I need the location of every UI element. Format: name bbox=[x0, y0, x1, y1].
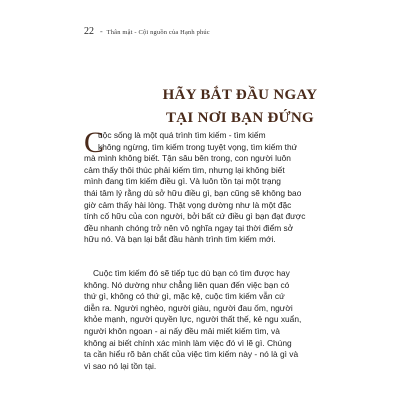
paragraph-line: vì sao nó lại tồn tại. bbox=[84, 360, 157, 371]
running-head-title: Thân mật - Cội nguồn của Hạnh phúc bbox=[106, 29, 210, 36]
paragraph-line: cảm thấy thôi thúc phải kiếm tìm, nhưng lại không biết bbox=[84, 164, 285, 175]
page-number: 22 bbox=[84, 26, 94, 37]
paragraph-1 bbox=[84, 126, 316, 246]
paragraph-line: người khôn ngoan - ai nấy đều mải miết kiếm tìm, và bbox=[84, 325, 280, 336]
paragraph-line: uộc sống là một quá trình tìm kiếm - tìm kiếm bbox=[98, 130, 266, 140]
paragraph-line: thái tâm lý rằng dù sở hữu điều gì, bạn cũng sẽ không bao bbox=[84, 187, 302, 198]
running-head-separator: - bbox=[100, 27, 103, 36]
paragraph-line: mà mình không biết. Tận sâu bên trong, con người luôn bbox=[84, 153, 291, 164]
paragraph-2 bbox=[84, 268, 316, 372]
drop-cap: C bbox=[84, 126, 105, 159]
paragraph-line: diễn ra. Người nghèo, người giàu, người đau ốm, người bbox=[84, 302, 293, 313]
paragraph-line: không. Nó dường như chẳng liên quan đến việc bạn có bbox=[84, 279, 290, 290]
paragraph-line: không ai biết chính xác mình làm việc đó vì lẽ gì. Chúng bbox=[84, 337, 292, 348]
paragraph-line: ta cần hiểu rõ bản chất của việc tìm kiếm này - nó là gì và bbox=[84, 349, 299, 360]
paragraph-line: khỏe mạnh, người quyền lực, người thất thế, kẻ ngu xuẩn, bbox=[84, 314, 302, 325]
running-head bbox=[84, 26, 210, 40]
paragraph-line: mình đang tìm kiếm điều gì. Và luôn tồn tại một trạng bbox=[84, 176, 281, 187]
paragraph-line: Cuộc tìm kiếm đó sẽ tiếp tục dù bạn có tìm được hay bbox=[93, 268, 290, 278]
paragraph-line: giờ cảm thấy hài lòng. Thật vọng dường như là một đặc bbox=[84, 199, 292, 210]
paragraph-line: đều nhanh chóng trở nên vô nghĩa ngay tại thời điểm sở bbox=[84, 222, 294, 233]
chapter-title-line-2: TẠI NƠI BẠN ĐỨNG bbox=[165, 110, 314, 126]
chapter-title-line-1: HÃY BẮT ĐẦU NGAY bbox=[162, 87, 318, 103]
paragraph-line: hữu nó. Và bạn lại bắt đầu hành trình tìm kiếm mới. bbox=[84, 234, 276, 245]
paragraph-line: không ngừng, tìm kiếm trong tuyệt vọng, tìm kiếm thứ bbox=[98, 141, 298, 152]
paragraph-line: thứ gì, không có thứ gì, mặc kệ, cuộc tìm kiếm vẫn cứ bbox=[84, 291, 285, 302]
paragraph-line: tính cố hữu của con người, bởi bất cứ điều gì bạn đạt được bbox=[84, 211, 306, 222]
